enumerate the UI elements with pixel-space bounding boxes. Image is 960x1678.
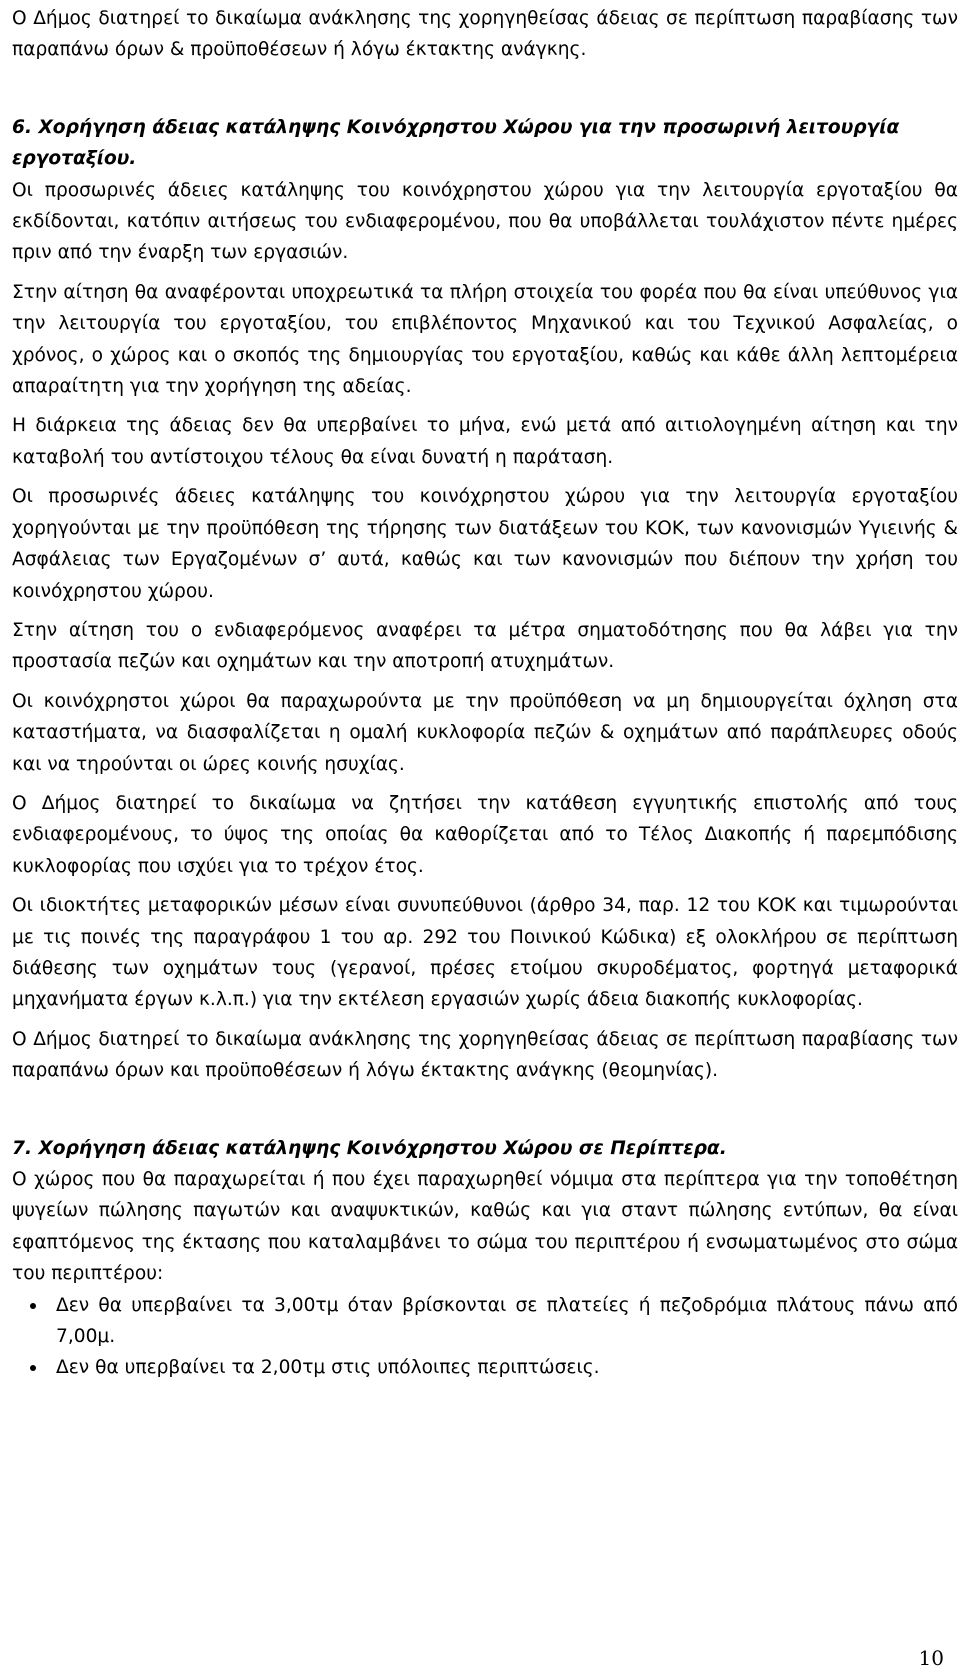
page-content bbox=[12, 3, 958, 1384]
bullet-icon bbox=[30, 1303, 36, 1309]
list-item bbox=[12, 1290, 958, 1353]
paragraph-guarantee-letter: Ο Δήμος διατηρεί το δικαίωμα να ζητήσει την κατάθεση εγγυητικής επιστολής από τους ενδιαφερομένους, το ύψος της οποίας θα καθορίζεται από το Τέλος Διακοπής ή παρεμπόδισης κυκλοφορίας που ισχύει για το τρέχον έτος. bbox=[12, 792, 958, 877]
page-number: 10 bbox=[918, 1646, 944, 1670]
paragraph-vehicle-owners: Οι ιδιοκτήτες μεταφορικών μέσων είναι συνυπεύθυνοι (άρθρο 34, παρ. 12 του ΚΟΚ και τιμωρούνται με τις ποινές της παραγράφου 1 του αρ. 292 του Ποινικού Κώδικα) εξ ολοκλήρου σε περίπτωση διάθεσης των οχημάτων τους (γερανοί, πρέσες ετοίμου σκυροδέματος, φορτηγά μεταφορικά μηχανήματα έργων κ.λ.π.) για την εκτέλεση εργασιών χωρίς άδεια διακοπής κυκλοφορίας. bbox=[12, 895, 958, 1011]
paragraph-no-disturbance: Οι κοινόχρηστοι χώροι θα παραχωρούντα με την προϋπόθεση να μη δημιουργείται όχληση στα καταστήματα, να διασφαλίζεται η ομαλή κυκλοφορία πεζών & οχημάτων από παράπλευρες οδούς και να τηρούνται οι ώρες κοινής ησυχίας. bbox=[12, 690, 958, 775]
bullet-icon bbox=[30, 1365, 36, 1371]
list-item bbox=[12, 1352, 958, 1383]
paragraph-revocation-emergency: Ο Δήμος διατηρεί το δικαίωμα ανάκλησης της χορηγηθείσας άδειας σε περίπτωση παραβίασης των παραπάνω όρων και προϋποθέσεων ή λόγω έκτακτης ανάγκης (θεομηνίας). bbox=[12, 1028, 958, 1082]
list-item-text: Δεν θα υπερβαίνει τα 2,00τμ στις υπόλοιπες περιπτώσεις. bbox=[56, 1357, 600, 1379]
section-7-heading: 7. Χορήγηση άδειας κατάληψης Κοινόχρηστου Χώρου σε Περίπτερα. bbox=[12, 1137, 727, 1159]
section-6-heading: 6. Χορήγηση άδειας κατάληψης Κοινόχρηστου Χώρου για την προσωρινή λειτουργία εργοταξίου. bbox=[12, 116, 900, 170]
paragraph-kok-compliance: Οι προσωρινές άδειες κατάληψης του κοινόχρηστου χώρου για την λειτουργία εργοταξίου χορηγούνται με την προϋπόθεση της τήρησης των διατάξεων του ΚΟΚ, των κανονισμών Υγιεινής & Ασφάλειας των Εργαζομένων σ’ αυτά, καθώς και των κανονισμών που διέπουν την χρήση του κοινόχρηστου χώρου. bbox=[12, 486, 958, 602]
paragraph-signage-measures: Στην αίτηση του ο ενδιαφερόμενος αναφέρει τα μέτρα σηματοδότησης που θα λάβει για την προστασία πεζών και οχημάτων και την αποτροπή ατυχημάτων. bbox=[12, 619, 958, 673]
paragraph-revocation-rights: Ο Δήμος διατηρεί το δικαίωμα ανάκλησης της χορηγηθείσας άδειας σε περίπτωση παραβίασης των παραπάνω όρων & προϋποθέσεων ή λόγω έκτακτης ανάγκης. bbox=[12, 8, 958, 61]
paragraph-temporary-permits: Οι προσωρινές άδειες κατάληψης του κοινόχρηστου χώρου για την λειτουργία εργοταξίου θα εκδίδονται, κατόπιν αιτήσεως του ενδιαφερομένου, που θα υποβάλλεται τουλάχιστον πέντε ημέρες πριν από την έναρξη των εργασιών. bbox=[12, 179, 958, 264]
kiosk-limits-list bbox=[12, 1290, 958, 1384]
paragraph-application-details: Στην αίτηση θα αναφέρονται υποχρεωτικά τα πλήρη στοιχεία του φορέα που θα είναι υπεύθυνος για την λειτουργία του εργοταξίου, του επιβλέποντος Μηχανικού και του Τεχνικού Ασφαλείας, ο χρόνος, ο χώρος και ο σκοπός της δημιουργίας του εργοταξίου, καθώς και κάθε άλλη λεπτομέρεια απαραίτητη για την χορήγηση της αδείας. bbox=[12, 281, 958, 398]
list-item-text: Δεν θα υπερβαίνει τα 3,00τμ όταν βρίσκονται σε πλατείες ή πεζοδρόμια πλάτους πάνω από 7,00μ. bbox=[56, 1294, 958, 1348]
paragraph-kiosk-space: Ο χώρος που θα παραχωρείται ή που έχει παραχωρηθεί νόμιμα στα περίπτερα για την τοποθέτηση ψυγείων πώλησης παγωτών και αναψυκτικών, καθώς και για σταντ πώλησης εντύπων, θα είναι εφαπτόμενος της έκτασης που καταλαμβάνει το σώμα του περιπτέρου ή ενσωματωμένος στο σώμα του περιπτέρου: bbox=[12, 1169, 958, 1285]
paragraph-duration: Η διάρκεια της άδειας δεν θα υπερβαίνει το μήνα, ενώ μετά από αιτιολογημένη αίτηση και την καταβολή του αντίστοιχου τέλους θα είναι δυνατή η παράταση. bbox=[12, 415, 958, 468]
